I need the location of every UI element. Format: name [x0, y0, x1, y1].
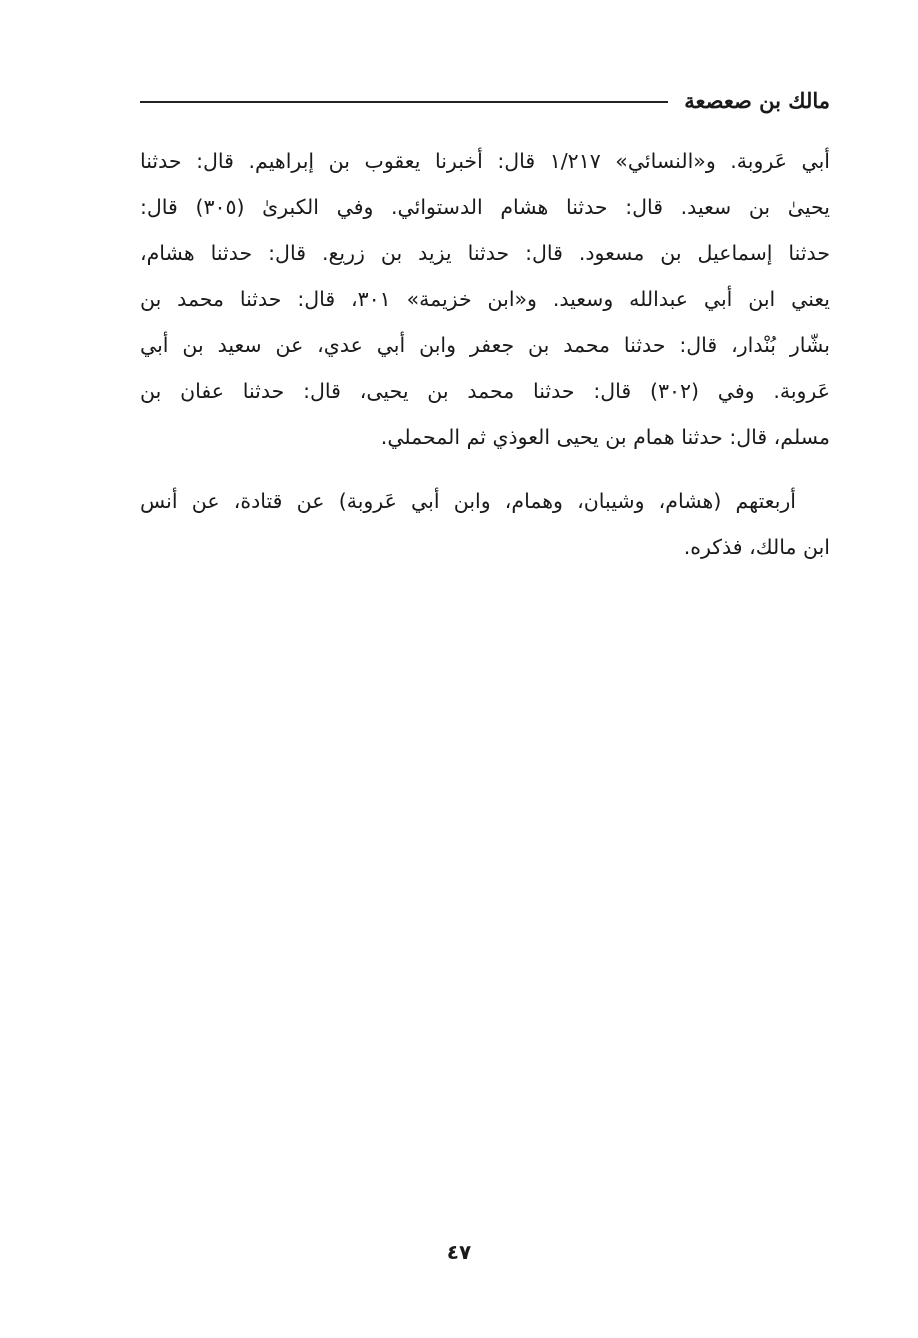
text-line: يحيىٰ بن سعيد. قال: حدثنا هشام الدستوائي. وفي الكبرىٰ (٣٠٥) قال: [140, 195, 830, 219]
text-line: بشّار بُنْدار، قال: حدثنا محمد بن جعفر وابن أبي عدي، عن سعيد بن أبي [140, 333, 830, 357]
text-line: مسلم، قال: حدثنا همام بن يحيى العوذي ثم المحملي. [380, 425, 830, 449]
text-line: عَروبة. وفي (٣٠٢) قال: حدثنا محمد بن يحيى، قال: حدثنا عفان بن [140, 379, 830, 403]
running-title: مالك بن صعصعة [684, 87, 830, 113]
text-line: أبي عَروبة. و«النسائي» ١/٢١٧ قال: أخبرنا يعقوب بن إبراهيم. قال: حدثنا [140, 149, 830, 173]
text-line: حدثنا إسماعيل بن مسعود. قال: حدثنا يزيد بن زريع. قال: حدثنا هشام، [140, 241, 830, 265]
paragraph-1 [140, 138, 830, 460]
running-header [140, 80, 830, 120]
header-rule [140, 101, 668, 103]
text-line: يعني ابن أبي عبدالله وسعيد. و«ابن خزيمة» ٣٠١، قال: حدثنا محمد بن [140, 287, 830, 311]
text-line: ابن مالك، فذكره. [683, 535, 830, 559]
text-line: أربعتهم (هشام، وشيبان، وهمام، وابن أبي عَروبة) عن قتادة، عن أنس [140, 489, 796, 513]
paragraph-gap [140, 460, 830, 478]
page-number: ٤٧ [446, 1240, 472, 1264]
paragraph-2 [140, 478, 830, 570]
body-text [140, 138, 830, 570]
